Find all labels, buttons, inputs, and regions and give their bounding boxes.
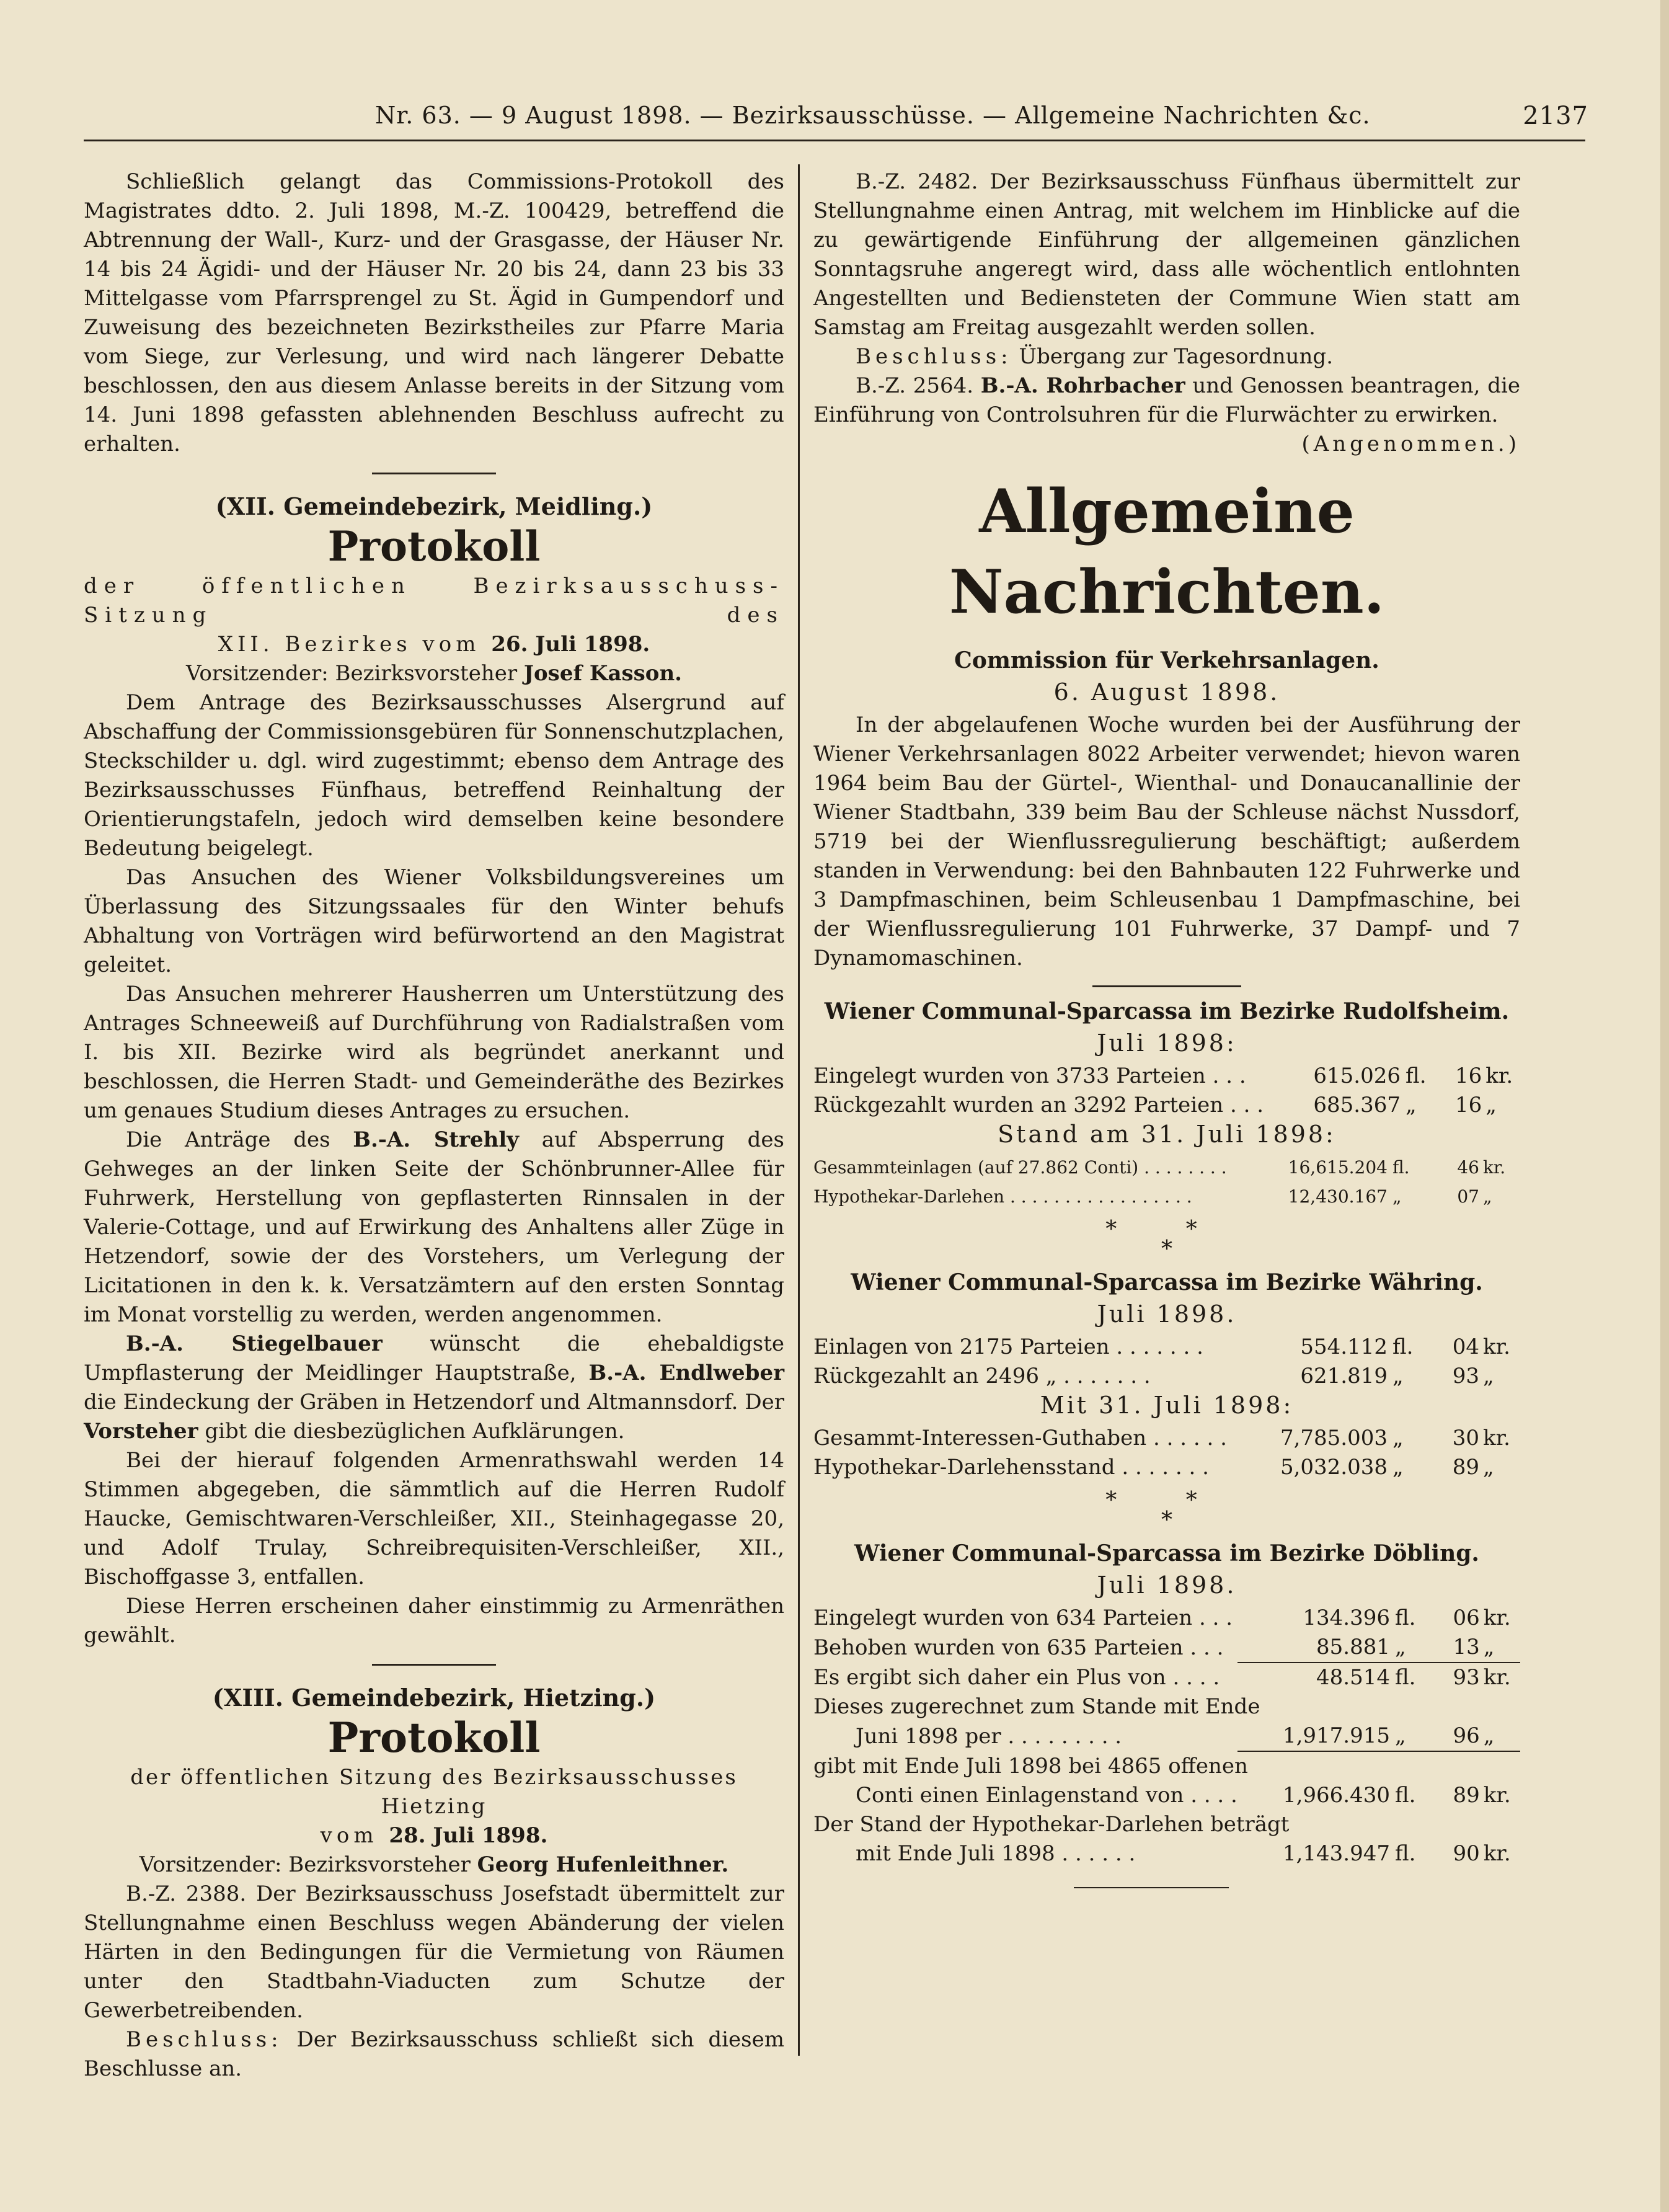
row-unit: „: [1392, 1364, 1404, 1388]
separator-stars: [813, 1488, 1520, 1533]
sparcassa-rudolfsheim-heading: Wiener Communal-Sparcassa im Bezirke Rudolfsheim.: [824, 998, 1510, 1024]
page-number: 2137: [1523, 102, 1588, 130]
table-row: [813, 1751, 1520, 1781]
row-currency: „: [1480, 1633, 1520, 1663]
protokoll-date-xiii: [84, 1821, 784, 1850]
member-name: B.-A. Strehly: [353, 1127, 520, 1152]
protokoll-subtitle-xii: der öffentlichen Bezirksausschuss-Sitzung des: [84, 574, 784, 628]
row-cents: 93: [1453, 1665, 1480, 1690]
member-name: B.-A. Endlweber: [588, 1361, 784, 1385]
chair-label: Vorsitzender: Bezirksvorsteher: [185, 661, 524, 686]
row-cents: 89: [1453, 1783, 1480, 1808]
commission-date: 6. August 1898.: [1053, 678, 1280, 706]
row-label: Behoben wurden von 635 Parteien . . .: [813, 1635, 1224, 1660]
row-currency: kr.: [1483, 1335, 1510, 1359]
paragraph: B.-Z. 2388. Der Bezirksausschuss Josefstadt übermittelt zur Stellungnahme einen Beschluss wegen Abänderung der vielen Härten in den Bedingungen für die Vermietung von Räumen unter den Stadtbahn-Viaducten zum Schutze der Gewerbetreibenden.: [84, 1881, 784, 2023]
row-label: Hypothekar-Darlehensstand . . . . . . .: [813, 1455, 1209, 1480]
protokoll-title-xii: Protokoll: [327, 522, 541, 571]
row-unit: fl.: [1394, 1841, 1416, 1866]
row-cents: 93: [1452, 1364, 1479, 1388]
member-name: B.-A. Stiegelbauer: [126, 1331, 383, 1356]
row-label: Juni 1898 per . . . . . . . . .: [856, 1724, 1122, 1749]
chair-name: Josef Kasson.: [523, 661, 683, 686]
header-text: Nr. 63. — 9 August 1898. — Bezirksausschüsse. — Allgemeine Nachrichten &c.: [375, 102, 1371, 129]
row-currency: kr.: [1483, 1157, 1506, 1178]
commission-heading: Commission für Verkehrsanlagen.: [954, 647, 1379, 673]
stars-top: * *: [1105, 1488, 1228, 1513]
protokoll-date-prefix: vom: [320, 1823, 389, 1848]
row-currency: „: [1483, 1186, 1492, 1207]
protokoll-title-xiii: Protokoll: [327, 1713, 541, 1762]
row-currency: kr.: [1483, 1841, 1511, 1866]
row-label: Conti einen Einlagenstand von . . . .: [856, 1783, 1237, 1808]
closing-rule: [1074, 1887, 1229, 1888]
section-heading-xiii: (XIII. Gemeindebezirk, Hietzing.): [212, 1684, 656, 1712]
row-unit: „: [1395, 1633, 1432, 1663]
row-currency: kr.: [1483, 1783, 1511, 1808]
commission-text: In der abgelaufenen Woche wurden bei der Ausführung der Wiener Verkehrsanlagen 8022 Arbeiter verwendet; hievon waren 1964 beim Bau der Gürtel-, Wienthal- und Donaucanallinie der Wiener Stadtbahn, 339 beim Bau der Schleuse nächst Nussdorf, 5719 bei der Wienflussregulierung beschäftigt; außerdem standen in Verwendung: bei den Bahnbauten 122 Fuhrwerke und 3 Dampfmaschinen, beim Schleusenbau 1 Dampfmaschine, bei der Wienflussregulierung 101 Fuhrwerke, 37 Dampf- und 7 Dynamomaschinen.: [813, 713, 1520, 971]
section-heading-xii: (XII. Gemeindebezirk, Meidling.): [215, 492, 653, 520]
sparcassa-doebling-heading: Wiener Communal-Sparcassa im Bezirke Döbling.: [854, 1540, 1479, 1566]
row-currency: kr.: [1485, 1064, 1513, 1088]
chair-name: Georg Hufenleithner.: [477, 1852, 729, 1877]
table-row: [813, 1062, 1520, 1091]
sparcassa-rudolfsheim-stand: Stand am 31. Juli 1898:: [998, 1121, 1336, 1148]
page-edge: [1660, 0, 1669, 2212]
member-name: Vorsteher: [84, 1419, 198, 1444]
row-cents: 13: [1432, 1633, 1480, 1663]
row-label: Rückgezahlt an 2496 „ . . . . . . .: [813, 1364, 1151, 1388]
column-divider: [798, 164, 800, 2056]
row-amount: 134.396: [1303, 1606, 1390, 1630]
table-row: [813, 1153, 1520, 1182]
row-cents: 46: [1457, 1157, 1479, 1178]
paragraph: [813, 342, 1520, 371]
row-unit: fl.: [1392, 1335, 1414, 1359]
sparcassa-doebling-month: Juli 1898.: [1097, 1571, 1237, 1599]
paragraph: Das Ansuchen des Wiener Volksbildungsvereines um Überlassung des Sitzungssaales für den Winter behufs Abhaltung von Vorträgen wird befürwortend an den Magistrat geleitet.: [84, 865, 784, 977]
paragraph: Diese Herren erscheinen daher einstimmig zu Armenräthen gewählt.: [84, 1594, 784, 1648]
paragraph: Das Ansuchen mehrerer Hausherren um Unterstützung des Antrages Schneeweiß auf Durchführung von Radialstraßen vom I. bis XII. Bezirke wird als begründet anerkannt und beschlossen, die Herren Stadt- und Gemeinderäthe des Bezirkes um genaues Studium dieses Antrages zu ersuchen.: [84, 982, 784, 1123]
text-run: auf Absperrung des Gehweges an der linken Seite der Schönbrunner-Allee für Fuhrwerk, Herstellung von gepflasterten Rinnsalen in der Valerie-Cottage, und auf Erwirkung des Anhaltens aller Züge in Hetzendorf, sowie der des Vorstehers, um Verlegung der Licitationen in den k. k. Versatzämtern auf den ersten Sonntag im Monat vorstellig zu werden, werden angenommen.: [84, 1127, 784, 1327]
table-row: [813, 1091, 1520, 1120]
beschluss-label: Beschluss:: [856, 344, 1012, 369]
protokoll-date-value: 26. Juli 1898.: [491, 632, 650, 657]
sparcassa-waehring-stand-table: [813, 1424, 1520, 1482]
row-amount: 1,917.915: [1237, 1721, 1395, 1751]
row-unit: „: [1395, 1721, 1432, 1751]
chair-line-xiii: [84, 1850, 784, 1880]
member-name: B.-A. Rohrbacher: [980, 373, 1185, 398]
text-run: B.-Z. 2564.: [856, 373, 981, 398]
section-rule: [1092, 985, 1241, 987]
sparcassa-waehring-month: Juli 1898.: [1097, 1300, 1237, 1328]
table-row: [813, 1692, 1520, 1721]
left-column: [84, 167, 784, 2084]
protokoll-date-value: 28. Juli 1898.: [389, 1823, 548, 1848]
chair-label: Vorsitzender: Bezirksvorsteher: [139, 1852, 477, 1877]
row-cents: 30: [1452, 1426, 1479, 1450]
row-currency: kr.: [1483, 1665, 1511, 1690]
row-cents: 04: [1452, 1335, 1479, 1359]
stars-bottom: *: [1161, 1508, 1172, 1533]
row-cents: 16: [1454, 1064, 1482, 1088]
stars-bottom: *: [1161, 1237, 1172, 1262]
separator-stars: [813, 1217, 1520, 1262]
text-run: gibt die diesbezüglichen Aufklärungen.: [198, 1419, 625, 1444]
text-run: und Genossen beantragen, die Einführung von Controlsuhren für die Flurwächter zu erwirken.: [813, 373, 1520, 427]
row-currency: kr.: [1483, 1426, 1510, 1450]
row-amount: 685.367: [1313, 1093, 1401, 1117]
table-row: [813, 1362, 1520, 1391]
row-cents: 89: [1452, 1455, 1479, 1480]
row-label: Einlagen von 2175 Parteien . . . . . . .: [813, 1335, 1203, 1359]
row-cents: 90: [1453, 1841, 1480, 1866]
row-amount: 16,615.204: [1288, 1157, 1388, 1178]
stars-top: * *: [1105, 1217, 1228, 1242]
row-cents: 07: [1457, 1186, 1479, 1207]
sparcassa-rudolfsheim-stand-table: [813, 1153, 1520, 1211]
row-currency: „: [1480, 1721, 1520, 1751]
text-run: Die Anträge des: [126, 1127, 353, 1152]
row-unit: „: [1392, 1455, 1404, 1480]
table-row: [813, 1663, 1520, 1692]
sparcassa-waehring-table: [813, 1333, 1520, 1391]
row-label: Rückgezahlt wurden an 3292 Parteien . . .: [813, 1093, 1264, 1117]
row-amount: 1,966.430: [1282, 1783, 1390, 1808]
row-cents: 96: [1432, 1721, 1480, 1751]
table-row: [813, 1333, 1520, 1362]
row-label: mit Ende Juli 1898 . . . . . .: [856, 1841, 1136, 1866]
row-label: Eingelegt wurden von 3733 Parteien . . .: [813, 1064, 1246, 1088]
row-label: Der Stand der Hypothekar-Darlehen beträgt: [813, 1812, 1290, 1837]
row-amount: 48.514: [1316, 1665, 1390, 1690]
paragraph: [84, 1330, 784, 1446]
row-currency: kr.: [1483, 1606, 1511, 1630]
row-amount: 1,143.947: [1282, 1841, 1390, 1866]
row-label: Gesammteinlagen (auf 27.862 Conti) . . . . . . . .: [813, 1157, 1227, 1178]
text-run: Übergang zur Tagesordnung.: [1012, 344, 1333, 369]
row-amount: 5,032.038: [1280, 1455, 1388, 1480]
row-unit: „: [1406, 1093, 1417, 1117]
sparcassa-waehring-stand: Mit 31. Juli 1898:: [1040, 1392, 1294, 1419]
row-label: Eingelegt wurden von 634 Parteien . . .: [813, 1606, 1233, 1630]
row-unit: „: [1392, 1186, 1402, 1207]
text-run: die Eindeckung der Gräben in Hetzendorf und Altmannsdorf. Der: [84, 1390, 784, 1415]
intro-paragraph: Schließlich gelangt das Commissions-Protokoll des Magistrates ddto. 2. Juli 1898, M.-Z. 100429, betreffend die Abtrennung der Wall-, Kurz- und der Grasgasse, der Häuser Nr. 14 bis 24 Ägidi- und der Häuser Nr. 20 bis 24, dann 23 bis 33 Mittelgasse vom Pfarrsprengel zu St. Ägid in Gumpendorf und Zuweisung des bezeichneten Bezirkstheiles zur Pfarre Maria vom Siege, zur Verlesung, und wird nach längerer Debatte beschlossen, den aus diesem Anlasse bereits in der Sitzung vom 14. Juni 1898 gefassten ablehnenden Beschluss aufrecht zu erhalten.: [84, 169, 784, 456]
row-label: Dieses zugerechnet zum Stande mit Ende: [813, 1694, 1260, 1719]
row-unit: „: [1392, 1426, 1404, 1450]
running-head: [84, 93, 1588, 136]
protokoll-date-xii: [84, 630, 784, 659]
paragraph: [813, 371, 1520, 430]
table-row: [813, 1810, 1520, 1839]
paragraph: B.-Z. 2482. Der Bezirksausschuss Fünfhaus übermittelt zur Stellungnahme einen Antrag, mit welchem im Hinblicke auf die zu gewärtigende Einführung der allgemeinen gänzlichen Sonntagsruhe angeregt wird, dass alle wöchentlich entlohnten Angestellten und Bediensteten der Commune Wien statt am Samstag am Freitag ausgezahlt werden sollen.: [813, 169, 1520, 340]
sparcassa-doebling-table: [813, 1604, 1520, 1868]
table-row: [813, 1424, 1520, 1453]
row-amount: 12,430.167: [1288, 1186, 1388, 1207]
row-label: Gesammt-Interessen-Guthaben . . . . . .: [813, 1426, 1227, 1450]
paragraph: [84, 1126, 784, 1330]
beschluss-label: Beschluss:: [126, 2027, 283, 2052]
row-label: Hypothekar-Darlehen . . . . . . . . . . . . . . . . .: [813, 1186, 1192, 1207]
row-label: Es ergibt sich daher ein Plus von . . . .: [813, 1665, 1220, 1690]
paragraph: Dem Antrage des Bezirksausschusses Alsergrund auf Abschaffung der Commissionsgebüren für Sonnenschutzplachen, Steckschilder u. dgl. wird zugestimmt; ebenso dem Antrage des Bezirksausschusses Fünfhaus, betreffend Reinhaltung der Orientierungstafeln, jedoch wird demselben keine besondere Bedeutung beigelegt.: [84, 690, 784, 861]
chair-line-xii: [84, 659, 784, 688]
row-unit: fl.: [1394, 1606, 1416, 1630]
table-row: [813, 1182, 1520, 1211]
sparcassa-rudolfsheim-month: Juli 1898:: [1097, 1029, 1237, 1057]
row-currency: „: [1483, 1455, 1494, 1480]
paragraph: [84, 2025, 784, 2084]
section-rule: [372, 1664, 496, 1666]
row-cents: 06: [1453, 1606, 1480, 1630]
row-unit: fl.: [1392, 1157, 1410, 1178]
row-amount: 554.112: [1300, 1335, 1388, 1359]
row-unit: fl.: [1394, 1665, 1416, 1690]
table-row: [813, 1453, 1520, 1482]
table-row: [813, 1839, 1520, 1868]
allgemeine-nachrichten-title: Allgemeine Nachrichten.: [949, 476, 1385, 627]
table-row: [813, 1781, 1520, 1810]
table-row: [813, 1721, 1520, 1751]
row-label: gibt mit Ende Juli 1898 bei 4865 offenen: [813, 1754, 1248, 1779]
row-amount: 85.881: [1237, 1633, 1395, 1663]
row-currency: „: [1483, 1364, 1494, 1388]
paragraph: Bei der hierauf folgenden Armenrathswahl werden 14 Stimmen abgegeben, die sämmtlich auf die Herren Rudolf Haucke, Gemischtwaren-Verschleißer, XII., Steinhagegasse 20, und Adolf Trulay, Schreibrequisiten-Verschleißer, XII., Bischoffgasse 3, entfallen.: [84, 1448, 784, 1589]
protokoll-date-prefix: XII. Bezirkes vom: [218, 632, 492, 657]
table-row: [813, 1633, 1520, 1663]
row-amount: 7,785.003: [1280, 1426, 1388, 1450]
section-rule: [372, 473, 496, 474]
row-unit: fl.: [1406, 1064, 1427, 1088]
text-run: wünscht die ehebaldigste Umpflasterung der Meidlinger Hauptstraße,: [84, 1331, 784, 1385]
row-unit: fl.: [1394, 1783, 1416, 1808]
row-currency: „: [1485, 1093, 1497, 1117]
table-row: [813, 1604, 1520, 1633]
right-column: [813, 167, 1520, 1888]
protokoll-subtitle-xiii: der öffentlichen Sitzung des Bezirksausschusses Hietzing: [130, 1765, 738, 1819]
row-amount: 615.026: [1313, 1064, 1401, 1088]
sparcassa-rudolfsheim-table: [813, 1062, 1520, 1120]
sparcassa-waehring-heading: Wiener Communal-Sparcassa im Bezirke Währing.: [851, 1269, 1483, 1295]
row-amount: 621.819: [1300, 1364, 1388, 1388]
angenommen-note: (Angenommen.): [1301, 432, 1520, 456]
row-cents: 16: [1454, 1093, 1482, 1117]
text-run: Der Bezirksausschuss schließt sich diesem Beschlusse an.: [84, 2027, 784, 2081]
header-rule: [84, 140, 1585, 141]
